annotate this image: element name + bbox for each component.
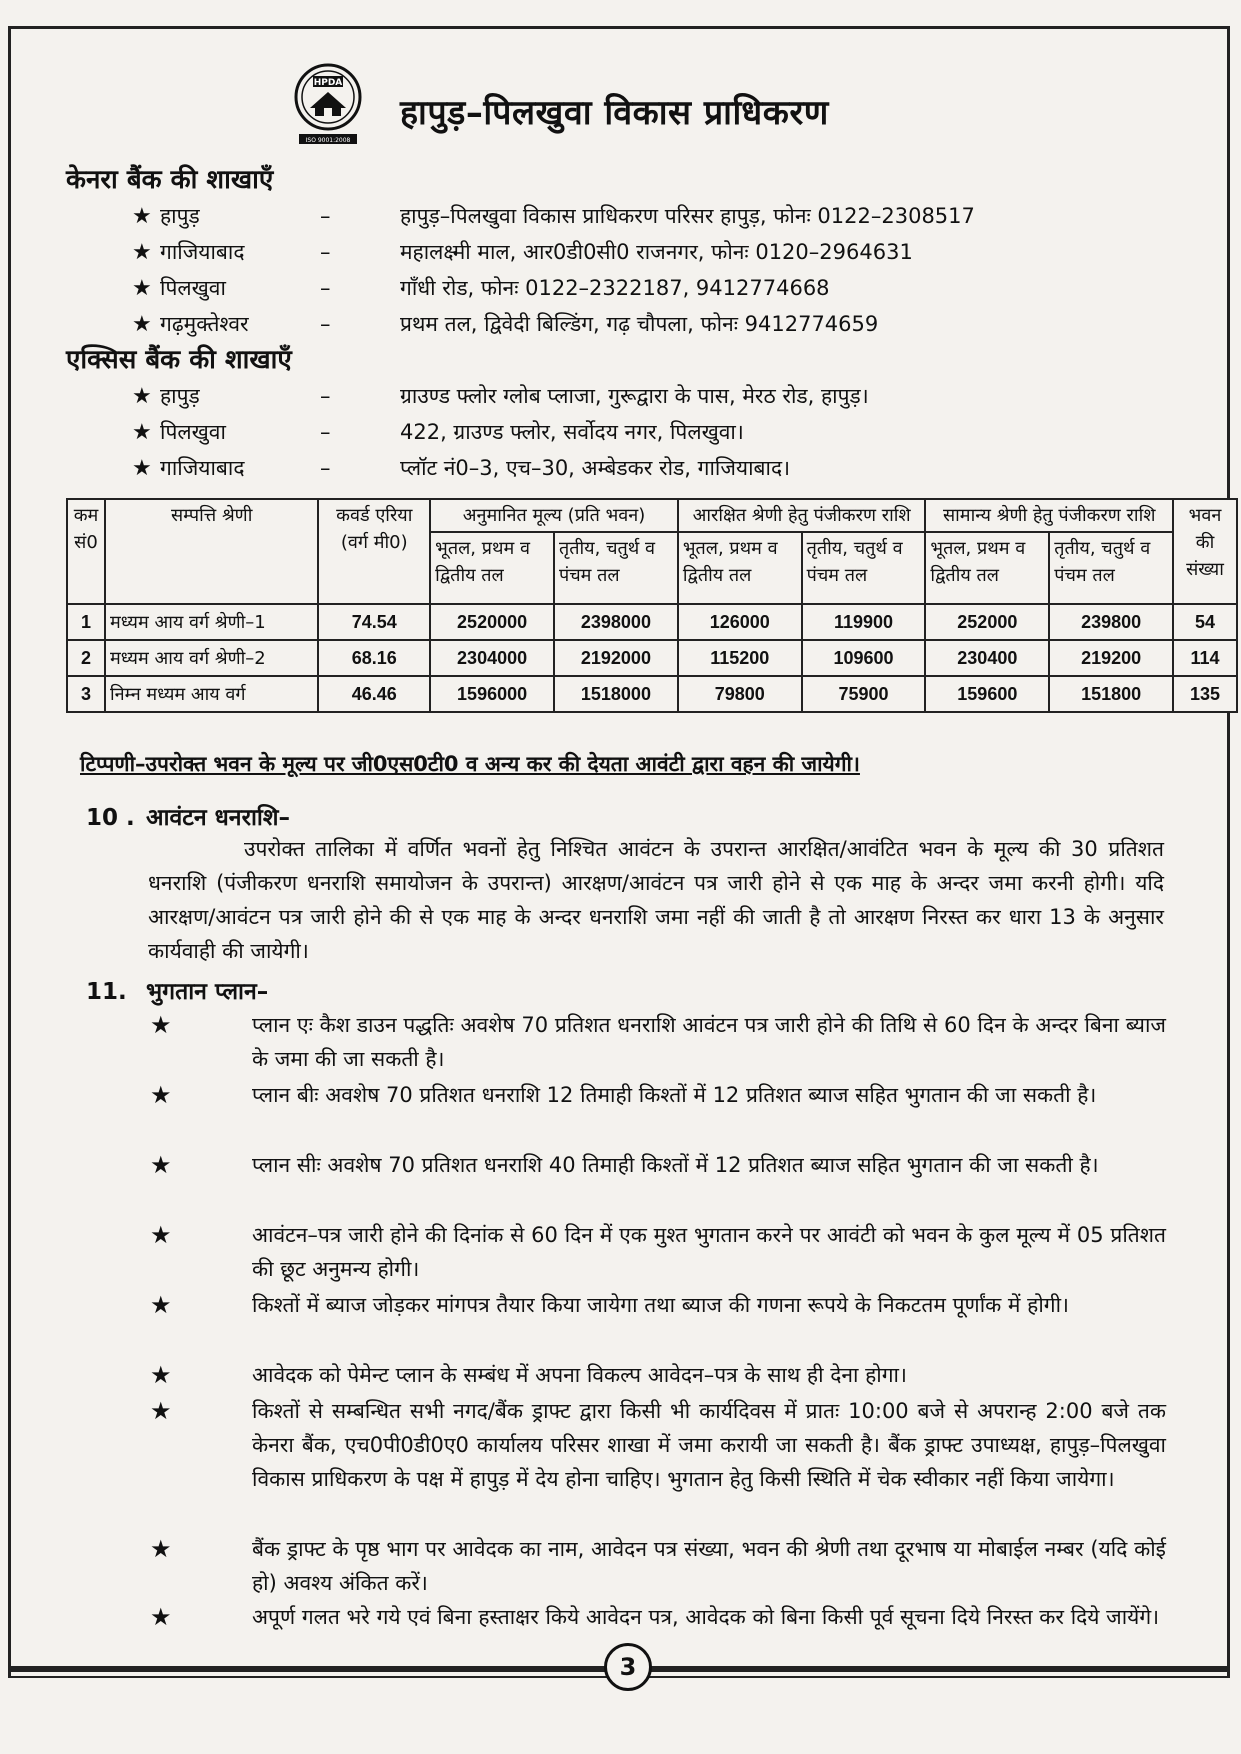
dash: –	[320, 276, 331, 300]
page-title: हापुड़–पिलखुवा विकास प्राधिकरण	[400, 93, 829, 133]
cell-res-b: 119900	[802, 604, 926, 640]
branch-address: गाँधी रोड, फोनः 0122–2322187, 9412774668	[400, 276, 830, 300]
header-price: अनुमानित मूल्य (प्रति भवन)	[430, 499, 678, 532]
branch-name: पिलखुवा	[160, 276, 226, 300]
cell-count: 114	[1173, 640, 1237, 676]
star-icon: ★	[150, 1291, 172, 1319]
payment-plan-item	[150, 1394, 1166, 1496]
header-floors-b: तृतीय, चतुर्थ व पंचम तल	[1049, 532, 1173, 604]
canara-branch	[132, 238, 1132, 266]
cell-category: निम्न मध्यम आय वर्ग	[105, 676, 318, 712]
cell-res-b: 75900	[802, 676, 926, 712]
payment-plan-item	[150, 1148, 1166, 1182]
bullet-text: प्लान सीः अवशेष 70 प्रतिशत धनराशि 40 तिमाही किश्तों में 12 प्रतिशत ब्याज सहित भुगतान की जा सकती है।	[252, 1153, 1099, 1177]
canara-branch	[132, 274, 1132, 302]
star-icon: ★	[150, 1221, 172, 1249]
star-icon: ★	[150, 1081, 172, 1109]
payment-plan-item	[150, 1288, 1166, 1322]
branch-name: गाजियाबाद	[160, 456, 245, 480]
dash: –	[320, 312, 331, 336]
branch-address: हापुड़–पिलखुवा विकास प्राधिकरण परिसर हापुड़, फोनः 0122–2308517	[400, 204, 975, 228]
header-floors-b: तृतीय, चतुर्थ व पंचम तल	[802, 532, 926, 604]
dash: –	[320, 456, 331, 480]
cell-count: 54	[1173, 604, 1237, 640]
star-icon: ★	[150, 1397, 172, 1425]
svg-text:HPDA: HPDA	[313, 78, 343, 88]
header-reserved: आरक्षित श्रेणी हेतु पंजीकरण राशि	[678, 499, 926, 532]
bullet-text: किश्तों में ब्याज जोड़कर मांगपत्र तैयार किया जायेगा तथा ब्याज की गणना रूपये के निकटतम पूर्णांक में होगी।	[252, 1293, 1069, 1317]
axis-branch	[132, 382, 1132, 410]
bullet-text: किश्तों से सम्बन्धित सभी नगद/बैंक ड्राफ्ट द्वारा किसी भी कार्यदिवस में प्रातः 10:00 बजे से अपरान्ह 2:00 बजे तक केनरा बैंक, एच0पी0डी0ए0 कार्यालय परिसर शाखा में जमा करायी जा सकती है। बैंक ड्राफ्ट उपाध्यक्ष, हापुड़–पिलखुवा विकास प्राधिकरण के पक्ष में हापुड़ में देय होना चाहिए। भुगतान हेतु किसी स्थिति में चेक स्वीकार नहीं किया जायेगा।	[252, 1399, 1166, 1491]
axis-branch	[132, 418, 1132, 446]
cell-area: 46.46	[318, 676, 430, 712]
cell-sno: 1	[67, 604, 105, 640]
payment-plan-item	[150, 1078, 1166, 1112]
star-icon: ★	[132, 239, 152, 265]
canara-branch	[132, 310, 1132, 338]
header-sno: कम सं0	[67, 499, 105, 604]
table-note: टिप्पणी–उपरोक्त भवन के मूल्य पर जी0एस0टी0 व अन्य कर की देयता आवंटी द्वारा वहन की जायेगी।	[80, 752, 860, 776]
branch-address: प्लॉट नं0–3, एच–30, अम्बेडकर रोड, गाजियाबाद।	[400, 456, 791, 480]
bullet-text: बैंक ड्राफ्ट के पृष्ठ भाग पर आवेदक का नाम, आवेदन पत्र संख्या, भवन की श्रेणी तथा दूरभाष या मोबाईल नम्बर (यदि कोई हो) अवश्य अंकित करें।	[252, 1537, 1166, 1595]
cell-gen-b: 239800	[1049, 604, 1173, 640]
cell-count: 135	[1173, 676, 1237, 712]
branch-address: 422, ग्राउण्ड फ्लोर, सर्वोदय नगर, पिलखुवा।	[400, 420, 744, 444]
header-floors-b: तृतीय, चतुर्थ व पंचम तल	[554, 532, 678, 604]
cell-gen-a: 159600	[925, 676, 1049, 712]
section-11-heading	[86, 974, 268, 1006]
section-10-paragraph	[148, 832, 1164, 968]
cell-res-b: 109600	[802, 640, 926, 676]
branch-name: पिलखुवा	[160, 420, 226, 444]
star-icon: ★	[132, 419, 152, 445]
branch-address: ग्राउण्ड फ्लोर ग्लोब प्लाजा, गुरूद्वारा के पास, मेरठ रोड, हापुड़।	[400, 384, 869, 408]
header-floors-a: भूतल, प्रथम व द्वितीय तल	[430, 532, 554, 604]
cell-sno: 3	[67, 676, 105, 712]
payment-plan-item	[150, 1532, 1166, 1600]
star-icon: ★	[132, 455, 152, 481]
branch-name: गढ़मुक्तेश्वर	[160, 312, 249, 336]
star-icon: ★	[132, 275, 152, 301]
canara-heading: केनरा बैंक की शाखाएँ	[66, 165, 274, 195]
page-number: 3	[604, 1643, 652, 1691]
star-icon: ★	[150, 1361, 172, 1389]
header-area: कवर्ड एरिया (वर्ग मी0)	[318, 499, 430, 604]
branch-name: हापुड़	[160, 204, 200, 228]
section-number: 10 .	[86, 805, 135, 831]
bullet-text: प्लान बीः अवशेष 70 प्रतिशत धनराशि 12 तिमाही किश्तों में 12 प्रतिशत ब्याज सहित भुगतान की जा सकती है।	[252, 1083, 1097, 1107]
cell-res-a: 115200	[678, 640, 802, 676]
cell-gen-a: 230400	[925, 640, 1049, 676]
header-floors-a: भूतल, प्रथम व द्वितीय तल	[678, 532, 802, 604]
payment-plan-item	[150, 1218, 1166, 1286]
cell-area: 68.16	[318, 640, 430, 676]
star-icon: ★	[150, 1535, 172, 1563]
table-row	[67, 604, 1237, 640]
dash: –	[320, 204, 331, 228]
branch-address: महालक्ष्मी माल, आर0डी0सी0 राजनगर, फोनः 0120–2964631	[400, 240, 913, 264]
header-floors-a: भूतल, प्रथम व द्वितीय तल	[925, 532, 1049, 604]
cell-price-a: 1596000	[430, 676, 554, 712]
section-10-text: उपरोक्त तालिका में वर्णित भवनों हेतु निश्चित आवंटन के उपरान्त आरक्षित/आवंटित भवन के मूल्य की 30 प्रतिशत धनराशि (पंजीकरण धनराशि समायोजन के उपरान्त) आरक्षण/आवंटन पत्र जारी होने से एक माह के अन्दर जमा करनी होगी। यदि आरक्षण/आवंटन पत्र जारी होने की से एक माह के अन्दर धनराशि जमा नहीं की जाती है तो आरक्षण निरस्त कर धारा 13 के अनुसार कार्यवाही की जायेगी।	[148, 837, 1164, 963]
hpda-logo	[293, 62, 363, 146]
payment-plan-item	[150, 1008, 1166, 1076]
cell-price-b: 1518000	[554, 676, 678, 712]
housing-units-table	[66, 498, 1238, 713]
section-number: 11.	[86, 979, 127, 1005]
cell-price-a: 2520000	[430, 604, 554, 640]
star-icon: ★	[150, 1603, 172, 1631]
cell-res-a: 126000	[678, 604, 802, 640]
table-row	[67, 640, 1237, 676]
section-10-heading	[86, 800, 290, 832]
star-icon: ★	[132, 383, 152, 409]
bullet-text: अपूर्ण गलत भरे गये एवं बिना हस्ताक्षर किये आवेदन पत्र, आवेदक को बिना किसी पूर्व सूचना दिये निरस्त कर दिये जायेंगे।	[252, 1605, 1160, 1629]
star-icon: ★	[132, 203, 152, 229]
cell-category: मध्यम आय वर्ग श्रेणी–1	[105, 604, 318, 640]
payment-plan-item	[150, 1600, 1166, 1634]
header-category: सम्पत्ति श्रेणी	[105, 499, 318, 604]
branch-address: प्रथम तल, द्विवेदी बिल्डिंग, गढ़ चौपला, फोनः 9412774659	[400, 312, 879, 336]
cell-price-b: 2192000	[554, 640, 678, 676]
canara-branch	[132, 202, 1132, 230]
star-icon: ★	[150, 1011, 172, 1039]
cell-category: मध्यम आय वर्ग श्रेणी–2	[105, 640, 318, 676]
cell-sno: 2	[67, 640, 105, 676]
table-row	[67, 676, 1237, 712]
cell-gen-a: 252000	[925, 604, 1049, 640]
branch-name: हापुड़	[160, 384, 200, 408]
bullet-text: प्लान एः कैश डाउन पद्धतिः अवशेष 70 प्रतिशत धनराशि आवंटन पत्र जारी होने की तिथि से 60 दिन के अन्दर बिना ब्याज के जमा की जा सकती है।	[252, 1013, 1166, 1071]
svg-text:ISO 9001:2008: ISO 9001:2008	[305, 137, 351, 144]
axis-branch	[132, 454, 1132, 482]
star-icon: ★	[150, 1151, 172, 1179]
section-title: आवंटन धनराशि–	[146, 805, 291, 831]
dash: –	[320, 420, 331, 444]
section-title: भुगतान प्लान–	[146, 979, 269, 1005]
dash: –	[320, 240, 331, 264]
header-general: सामान्य श्रेणी हेतु पंजीकरण राशि	[925, 499, 1173, 532]
star-icon: ★	[132, 311, 152, 337]
cell-area: 74.54	[318, 604, 430, 640]
dash: –	[320, 384, 331, 408]
cell-gen-b: 151800	[1049, 676, 1173, 712]
cell-gen-b: 219200	[1049, 640, 1173, 676]
cell-price-b: 2398000	[554, 604, 678, 640]
payment-plan-item	[150, 1358, 1166, 1392]
cell-price-a: 2304000	[430, 640, 554, 676]
header-count: भवन की संख्या	[1173, 499, 1237, 604]
bullet-text: आवेदक को पेमेन्ट प्लान के सम्बंध में अपना विकल्प आवेदन–पत्र के साथ ही देना होगा।	[252, 1363, 907, 1387]
cell-res-a: 79800	[678, 676, 802, 712]
branch-name: गाजियाबाद	[160, 240, 245, 264]
bullet-text: आवंटन–पत्र जारी होने की दिनांक से 60 दिन में एक मुश्त भुगतान करने पर आवंटी को भवन के कुल मूल्य में 05 प्रतिशत की छूट अनुमन्य होगी।	[252, 1223, 1166, 1281]
axis-heading: एक्सिस बैंक की शाखाएँ	[66, 345, 292, 375]
